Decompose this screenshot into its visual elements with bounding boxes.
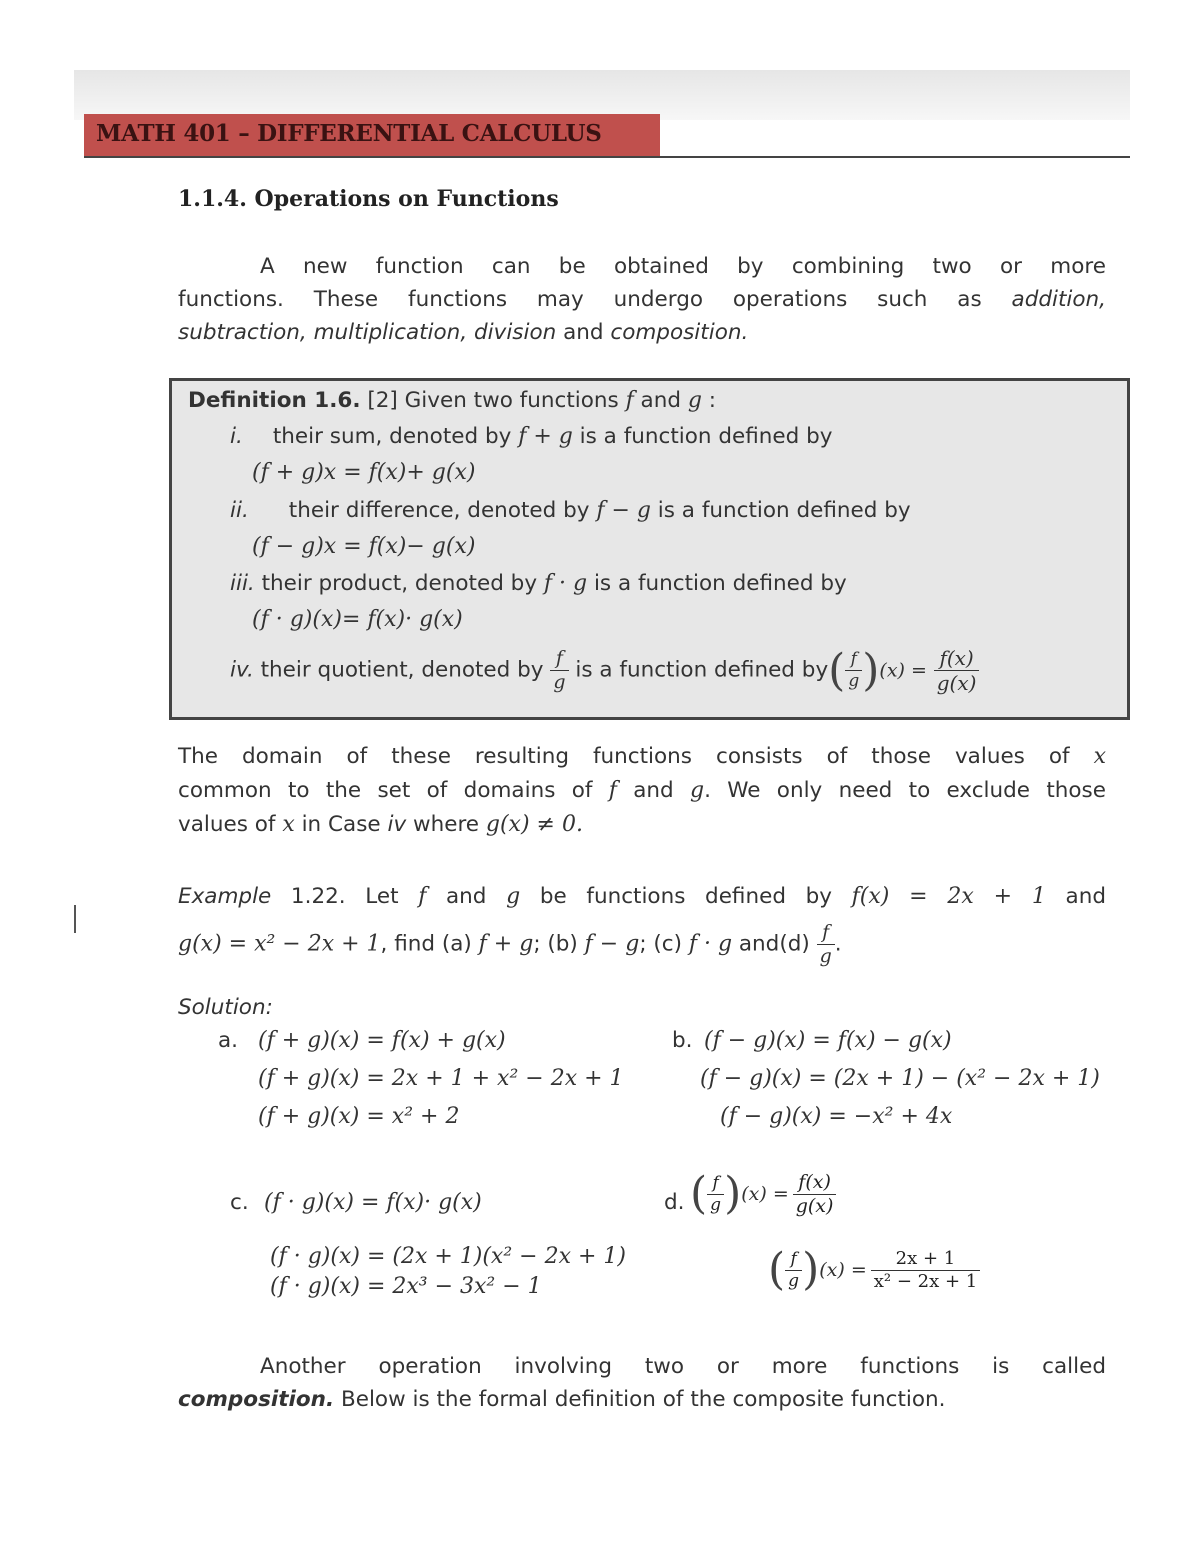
intro-line-1: A new function can be obtained by combining two or more [260, 254, 1106, 279]
solution-d-line-1 [690, 1168, 836, 1219]
domain-text: where [406, 812, 486, 837]
item-number: ii. [230, 498, 249, 523]
fraction-numerator: f [785, 1251, 802, 1271]
item-text: is a function defined by [575, 657, 829, 683]
fraction-denominator: g [788, 1270, 800, 1291]
closing-line-2 [178, 1383, 1106, 1416]
domain-text: common to the set of domains of [178, 778, 609, 803]
solution-c-line-3: (f · g)(x) = 2x³ − 3x² − 1 [270, 1274, 542, 1299]
fraction-numerator: f [550, 649, 568, 671]
fraction-denominator: g [848, 671, 860, 691]
formula-sum: (f + g)x = f(x)+ g(x) [252, 460, 476, 485]
quotient-rhs [934, 648, 980, 693]
symbol-f: f [418, 884, 427, 909]
quotient-fraction [550, 649, 568, 692]
symbol-g: g [690, 778, 705, 803]
definition-text: : [701, 388, 717, 413]
solution-d-rhs-2 [871, 1247, 980, 1292]
g-definition: g(x) = x² − 2x + 1 [178, 931, 381, 957]
example-text: and [426, 884, 507, 909]
solution-d-tag: d. [664, 1190, 685, 1215]
item-text: their product, denoted by [254, 571, 544, 596]
symbol-x: x [1093, 744, 1106, 769]
item-number: iv. [230, 657, 254, 683]
item-number: iii. [230, 571, 255, 596]
domain-text: The domain of these resulting functions consists of those values of [178, 744, 1094, 769]
definition-label: Definition 1.6. [188, 388, 361, 413]
domain-text: in Case [294, 812, 388, 837]
item-text: is a function defined by [650, 498, 911, 523]
solution-b-tag: b. [672, 1028, 693, 1053]
fraction-denominator: g(x) [795, 1194, 834, 1217]
margin-mark [74, 905, 76, 933]
equation-mid: (x) = [879, 659, 927, 682]
item-text: is a function defined by [587, 571, 847, 596]
example-text: , find (a) [380, 931, 479, 957]
example-text: and [1045, 884, 1106, 909]
symbol-g: g [506, 884, 521, 909]
solution-b-line-3: (f − g)(x) = −x² + 4x [720, 1104, 953, 1129]
solution-c-tag: c. [230, 1190, 249, 1215]
domain-line-2 [178, 774, 1106, 808]
intro-line-3 [178, 316, 1106, 349]
fraction-denominator: g [819, 945, 832, 967]
item-text: their quotient, denoted by [253, 657, 551, 683]
intro-text: and [556, 320, 611, 345]
solution-d-fraction [785, 1248, 802, 1291]
item-symbol: f − g [596, 498, 651, 523]
definition-heading [188, 388, 716, 413]
course-header [84, 114, 660, 156]
domain-text: . We only need to exclude those [704, 778, 1106, 803]
solution-c-line-1: (f · g)(x) = f(x)· g(x) [264, 1190, 482, 1215]
solution-label: Solution: [178, 995, 273, 1020]
equation-mid: (x) = [819, 1259, 867, 1281]
left-paren: ( [828, 644, 846, 696]
fraction-numerator: f [707, 1175, 724, 1195]
section-title: 1.1.4. Operations on Functions [178, 186, 559, 212]
fraction-denominator: g [710, 1194, 722, 1215]
example-text: and(d) [732, 931, 817, 957]
definition-item-ii [230, 498, 911, 523]
quotient-fraction [845, 651, 862, 690]
right-paren: ) [862, 644, 880, 696]
example-line-2 [178, 923, 1106, 966]
solution-a-line-2: (f + g)(x) = 2x + 1 + x² − 2x + 1 [258, 1066, 624, 1091]
domain-line-3 [178, 808, 1106, 842]
equation-mid: (x) = [741, 1183, 789, 1205]
example-text: ; (b) [533, 931, 585, 957]
intro-line-2 [178, 283, 1106, 316]
fraction-numerator: f(x) [793, 1173, 837, 1195]
task-c: f · g [688, 931, 733, 957]
left-paren: ( [690, 1168, 708, 1219]
symbol-g: g [687, 388, 702, 413]
domain-paragraph [178, 740, 1106, 842]
solution-a-tag: a. [218, 1028, 239, 1053]
case-iv: iv [387, 812, 407, 837]
right-paren: ) [724, 1168, 742, 1219]
left-paren: ( [768, 1244, 786, 1295]
f-definition: f(x) = 2x + 1 [851, 884, 1046, 909]
closing-text: Below is the formal definition of the composite function. [334, 1387, 946, 1412]
term-addition: addition, [1011, 287, 1106, 312]
fraction-denominator: g [553, 671, 566, 693]
domain-line-1 [178, 740, 1106, 774]
term-operations: subtraction, multiplication, division [178, 320, 557, 345]
symbol-f: f [625, 388, 634, 413]
fraction-numerator: f(x) [934, 648, 980, 671]
intro-paragraph [178, 250, 1106, 349]
item-number: i. [230, 424, 243, 449]
item-symbol: f · g [543, 571, 588, 596]
solution-a-line-1: (f + g)(x) = f(x) + g(x) [258, 1028, 506, 1053]
solution-d-line-2 [768, 1244, 980, 1295]
solution-a-line-3: (f + g)(x) = x² + 2 [258, 1104, 460, 1129]
item-text: their difference, denoted by [288, 498, 597, 523]
definition-text: [2] Given two functions [360, 388, 626, 413]
item-text: is a function defined by [572, 424, 833, 449]
domain-text: and [616, 778, 691, 803]
example-paragraph [178, 877, 1106, 966]
term-composition: composition. [610, 320, 749, 345]
domain-text: values of [178, 812, 283, 837]
fraction-denominator: g(x) [936, 671, 977, 695]
fraction-numerator: f [845, 651, 862, 671]
item-symbol: f + g [518, 424, 573, 449]
formula-difference: (f − g)x = f(x)− g(x) [252, 534, 476, 559]
solution-d-fraction [707, 1172, 724, 1215]
task-a: f + g [478, 931, 534, 957]
example-text: 1.22. Let [271, 884, 419, 909]
task-b: f − g [584, 931, 640, 957]
symbol-x: x [282, 812, 295, 837]
formula-product: (f · g)(x)= f(x)· g(x) [252, 607, 463, 632]
definition-item-i [230, 424, 832, 449]
item-text: their sum, denoted by [272, 424, 519, 449]
example-label: Example [178, 884, 272, 909]
solution-d-rhs-1 [793, 1170, 837, 1217]
closing-line-1: Another operation involving two or more functions is called [260, 1354, 1106, 1379]
closing-paragraph [178, 1350, 1106, 1416]
definition-text: and [633, 388, 688, 413]
domain-condition: g(x) ≠ 0. [485, 812, 583, 837]
page-top-shade [74, 70, 1130, 120]
task-d-fraction [817, 923, 835, 966]
solution-c-line-2: (f · g)(x) = (2x + 1)(x² − 2x + 1) [270, 1244, 626, 1269]
example-text: ; (c) [639, 931, 689, 957]
course-title: MATH 401 – DIFFERENTIAL CALCULUS [96, 120, 602, 147]
solution-b-line-2: (f − g)(x) = (2x + 1) − (x² − 2x + 1) [700, 1066, 1100, 1091]
right-paren: ) [802, 1244, 820, 1295]
header-rule [84, 156, 1130, 158]
intro-text: functions. These functions may undergo operations such as [178, 287, 1012, 312]
solution-b-line-1: (f − g)(x) = f(x) − g(x) [704, 1028, 952, 1053]
symbol-f: f [608, 778, 617, 803]
example-text: be functions defined by [520, 884, 852, 909]
term-composition: composition. [178, 1387, 335, 1412]
definition-item-iii [230, 571, 847, 596]
fraction-numerator: 2x + 1 [871, 1250, 980, 1271]
example-text: . [834, 931, 842, 957]
definition-item-iv [230, 644, 979, 696]
example-line-1 [178, 877, 1106, 917]
fraction-denominator: x² − 2x + 1 [873, 1270, 978, 1292]
fraction-numerator: f [817, 923, 835, 945]
